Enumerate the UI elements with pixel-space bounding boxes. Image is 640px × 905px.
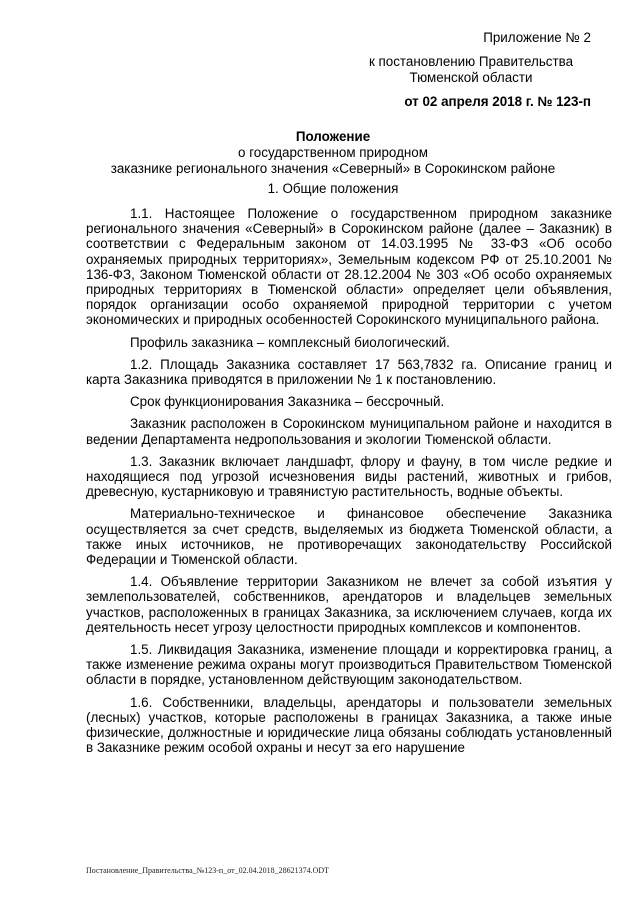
document-heading [86,129,580,197]
paragraph-1-6: 1.6. Собственники, владельцы, арендаторы и пользователи земельных (лесных) участков, которые расположены в границах Заказника, а также иные физические, должностные и юридические лица обязаны соблюдать установленный в Заказнике режим особой охраны и несут за его нарушение [86,694,612,756]
paragraph-location: Заказник расположен в Сорокинском муниципальном районе и находится в ведении Департамента недропользования и экологии Тюменской области. [86,416,612,447]
paragraph-profile: Профиль заказника – комплексный биологический. [130,334,450,350]
paragraph-funding: Материально-техническое и финансовое обеспечение Заказника осуществляется за счет средств, выделяемых из бюджета Тюменской области, а также иных источников, не противоречащих законодательству Российской Федерации и Тюменской области. [86,506,612,568]
paragraph-1-4: 1.4. Объявление территории Заказником не влечет за собой изъятия у землепользователей, собственников, арендаторов и владельцев земельных участков, расположенных в границах Заказника, за исключением случаев, когда их деятельность несет угрозу целостности природных комплексов и компонентов. [86,574,612,635]
appendix-reference-line1: к постановлению Правительства [368,54,574,69]
section-heading: 1. Общие положения [267,181,399,196]
appendix-reference-line2: Тюменской области [409,70,533,85]
appendix-block [351,30,591,110]
paragraph-1-5: 1.5. Ликвидация Заказника, изменение площади и корректировка границ, а также изменение режима охраны могут производиться Правительством Тюменской области в порядке, установленном действующим законодательством. [86,642,612,688]
paragraph-term: Срок функционирования Заказника – бессрочный. [130,394,445,410]
paragraph-1-2: 1.2. Площадь Заказника составляет 17 563,7832 га. Описание границ и карта Заказника приводятся в приложении № 1 к постановлению. [86,356,612,388]
document-title: Положение [295,129,371,144]
appendix-date-number: от 02 апреля 2018 г. № 123-п [404,94,591,109]
document-body [86,206,612,763]
appendix-number: Приложение № 2 [483,30,591,45]
paragraph-1-3: 1.3. Заказник включает ландшафт, флору и фауну, в том числе редкие и находящиеся под угрозой исчезновения виды растений, животных и грибов, древесную, кустарниковую и травянистую растительность, водные объекты. [86,453,612,500]
document-subtitle-line1: о государственном природном [238,145,428,160]
document-footer-filename: Постановление_Правительства_№123-п_от_02.04.2018_28621374.ODT [86,866,330,875]
paragraph-1-1: 1.1. Настоящее Положение о государственном природном заказнике регионального значения «Северный» в Сорокинском районе (далее – Заказник) в соответствии с Федеральным законом от 14.03.1995 № 33-ФЗ «Об особо охраняемых природных территориях», Земельным кодексом РФ от 25.10.2001 № 136-ФЗ, Законом Тюменской области от 28.12.2004 № 303 «Об особо охраняемых природных территориях в Тюменской области» определяет цели объявления, порядок организации особо охраняемой природной территории с учетом экономических и природных особенностей Сорокинского муниципального района. [86,206,612,328]
document-subtitle-line2: заказнике регионального значения «Северный» в Сорокинском районе [110,161,556,176]
